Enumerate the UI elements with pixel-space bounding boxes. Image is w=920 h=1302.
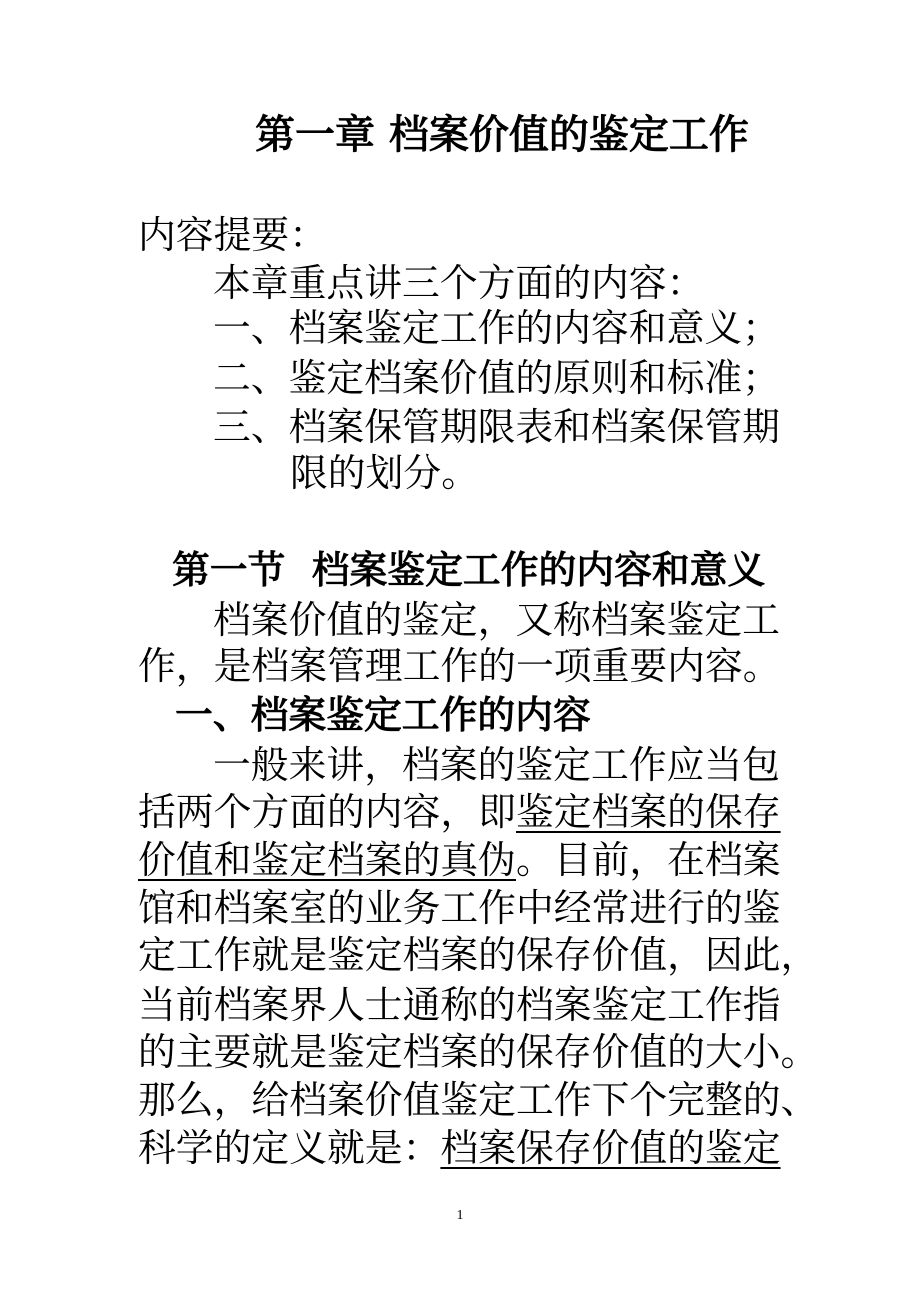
page-number: 1	[456, 1208, 464, 1223]
paragraph-line	[138, 789, 781, 835]
paragraph-line	[138, 837, 781, 883]
paragraph-line: 当前档案界人士通称的档案鉴定工作指	[138, 983, 781, 1027]
paragraph-line: 作，是档案管理工作的一项重要内容。	[138, 644, 781, 688]
underlined-text: 鉴定档案的保存	[515, 790, 781, 834]
paragraph-line	[138, 1125, 781, 1171]
summary-intro: 本章重点讲三个方面的内容：	[213, 261, 705, 305]
paragraph-line: 的主要就是鉴定档案的保存价值的大小。	[138, 1030, 819, 1074]
text: 科学的定义就是：	[138, 1126, 441, 1170]
summary-item: 三、档案保管期限表和档案保管期	[213, 405, 780, 449]
summary-item: 一、档案鉴定工作的内容和意义；	[213, 306, 780, 350]
paragraph-line: 档案价值的鉴定，又称档案鉴定工	[213, 598, 780, 642]
paragraph-line: 定工作就是鉴定档案的保存价值，因此，	[138, 933, 819, 977]
paragraph-line: 馆和档案室的业务工作中经常进行的鉴	[138, 886, 781, 930]
summary-item: 二、鉴定档案价值的原则和标准；	[213, 356, 780, 400]
underlined-text: 档案保存价值的鉴定	[440, 1126, 781, 1170]
section-title: 第一节 档案鉴定工作的内容和意义	[172, 548, 766, 592]
text: 括两个方面的内容，即	[138, 790, 516, 834]
summary-item-continued: 限的划分。	[290, 451, 479, 495]
underlined-text: 价值和鉴定档案的真伪	[138, 838, 516, 882]
chapter-title: 第一章 档案价值的鉴定工作	[255, 112, 749, 158]
paragraph-line: 那么，给档案价值鉴定工作下个完整的、	[138, 1078, 819, 1122]
subheading: 一、档案鉴定工作的内容	[175, 693, 591, 737]
paragraph-line: 一般来讲，档案的鉴定工作应当包	[213, 743, 780, 787]
summary-label: 内容提要：	[138, 213, 327, 257]
text: 。目前，在档案	[515, 838, 781, 882]
